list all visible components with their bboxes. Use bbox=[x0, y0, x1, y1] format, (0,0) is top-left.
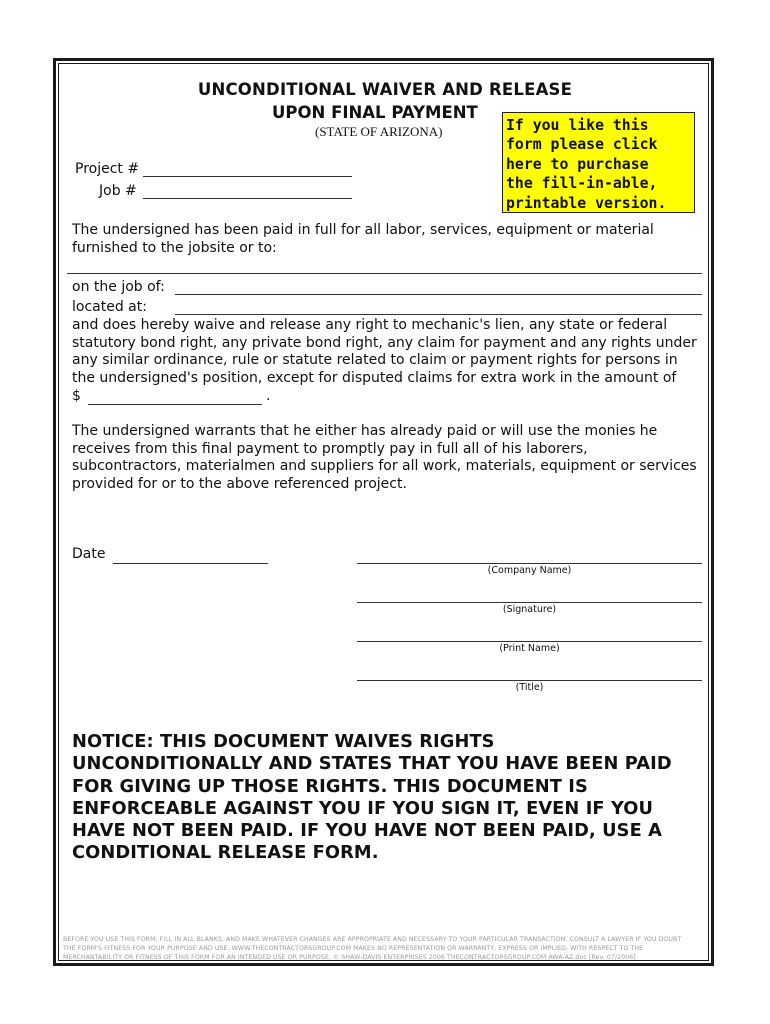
state-subtitle: (STATE OF ARIZONA) bbox=[315, 124, 443, 139]
job-number-field[interactable] bbox=[143, 198, 352, 199]
intro-line: The undersigned has been paid in full for all labor, services, equipment or material bbox=[72, 222, 654, 238]
waiver-paragraph bbox=[72, 317, 697, 387]
notice-line: FOR GIVING UP THOSE RIGHTS. THIS DOCUMENT IS bbox=[72, 775, 588, 797]
location-field[interactable] bbox=[175, 314, 702, 315]
company-name-field[interactable] bbox=[357, 563, 702, 564]
project-number-field[interactable] bbox=[143, 176, 352, 177]
waiver-line: statutory bond right, any private bond right, any claim for payment and any rights under bbox=[72, 334, 697, 351]
warranty-line: subcontractors, materialmen and suppliers for all work, materials, equipment or services bbox=[72, 458, 697, 474]
job-label: Job # bbox=[99, 183, 137, 199]
notice-line: NOTICE: THIS DOCUMENT WAIVES RIGHTS bbox=[72, 731, 495, 752]
intro-line: furnished to the jobsite or to: bbox=[72, 239, 277, 256]
waiver-line: the undersigned's position, except for disputed claims for extra work in the amount of bbox=[72, 369, 677, 386]
on-job-label: on the job of: bbox=[72, 279, 165, 295]
company-name-caption: (Company Name) bbox=[487, 565, 572, 576]
promo-line: If you like this bbox=[506, 117, 649, 134]
located-at-label: located at: bbox=[72, 299, 147, 315]
disputed-amount-field[interactable] bbox=[88, 404, 262, 405]
promo-line: form please click bbox=[506, 136, 658, 154]
disclaimer-line: MERCHANTABILITY OR FITNESS OF THIS FORM FOR AN INTENDED USE OR PURPOSE. © SHAW-DAVIS ENTERPRISES 2006 THECONTRACTORSGROUP.COM AWA-AZ.doc [Rev. 07/2006] bbox=[63, 954, 636, 961]
notice-line: ENFORCEABLE AGAINST YOU IF YOU SIGN IT, EVEN IF YOU bbox=[72, 797, 654, 819]
title-field[interactable] bbox=[357, 680, 702, 681]
disclaimer-line: BEFORE YOU USE THIS FORM, FILL IN ALL BLANKS, AND MAKE WHATEVER CHANGES ARE APPROPRIATE AND NECESSARY TO YOUR PARTICULAR TRANSACTION. CONSULT A LAWYER IF YOU DOUBT bbox=[63, 936, 682, 943]
promo-line: here to purchase bbox=[506, 155, 649, 173]
promo-line: printable version. bbox=[506, 194, 667, 212]
disclaimer-line: THE FORM'S FITNESS FOR YOUR PURPOSE AND USE. WWW.THECONTRACTORSGROUP.COM MAKES NO REPRESENTATION OR WARRANTY, EXPRESS OR IMPLIED, WITH RESPECT TO THE bbox=[63, 945, 644, 952]
waiver-line: any similar ordinance, rule or statute related to claim or payment rights for persons in bbox=[72, 352, 678, 368]
waiver-line: and does hereby waive and release any right to mechanic's lien, any state or federal bbox=[72, 317, 668, 333]
recipient-field[interactable] bbox=[67, 273, 702, 274]
document-title-line1: UNCONDITIONAL WAIVER AND RELEASE bbox=[197, 80, 573, 99]
warranty-line: receives from this final payment to promptly pay in full all of his laborers, bbox=[72, 440, 588, 457]
warranty-line: provided for or to the above referenced project. bbox=[72, 475, 407, 492]
date-label: Date bbox=[72, 546, 106, 562]
dollar-sign: $ bbox=[72, 388, 81, 404]
intro-paragraph bbox=[72, 222, 654, 257]
legal-notice bbox=[72, 731, 712, 865]
notice-line: UNCONDITIONALLY AND STATES THAT YOU HAVE BEEN PAID bbox=[72, 753, 672, 775]
print-name-caption: (Print Name) bbox=[499, 643, 560, 654]
document-title-line2: UPON FINAL PAYMENT bbox=[272, 103, 478, 122]
signature-caption: (Signature) bbox=[502, 604, 557, 615]
notice-line: CONDITIONAL RELEASE FORM. bbox=[72, 842, 379, 864]
warranty-line: The undersigned warrants that he either has already paid or will use the monies he bbox=[72, 423, 658, 439]
warranty-paragraph bbox=[72, 423, 697, 493]
project-label: Project # bbox=[75, 161, 140, 177]
signature-field[interactable] bbox=[357, 602, 702, 603]
title-caption: (Title) bbox=[515, 682, 544, 693]
amount-period: . bbox=[266, 388, 271, 404]
date-field[interactable] bbox=[113, 563, 268, 564]
print-name-field[interactable] bbox=[357, 641, 702, 642]
promo-line: the fill-in-able, bbox=[506, 175, 658, 193]
job-of-field[interactable] bbox=[175, 294, 702, 295]
notice-line: HAVE NOT BEEN PAID. IF YOU HAVE NOT BEEN PAID, USE A bbox=[72, 820, 662, 842]
purchase-promo-link[interactable] bbox=[502, 112, 695, 213]
